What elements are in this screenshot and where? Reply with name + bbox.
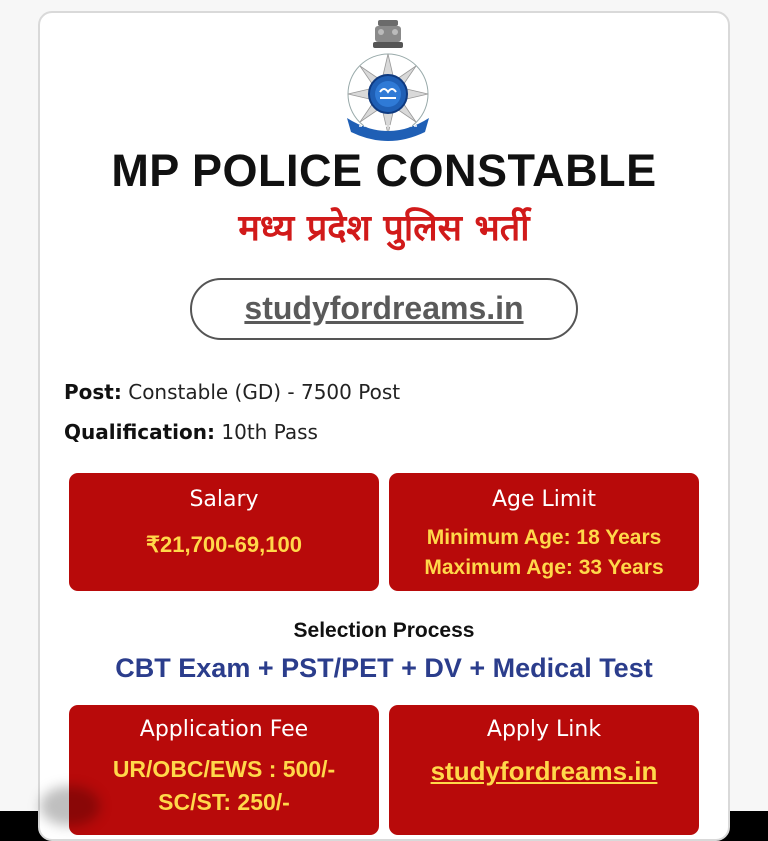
apply-link-heading: Apply Link — [486, 717, 602, 742]
qualification-value: 10th Pass — [221, 420, 318, 444]
post-label: Post: — [64, 380, 122, 404]
apply-link-box — [389, 705, 699, 835]
page-title: MP POLICE CONSTABLE — [111, 145, 657, 196]
selection-process-value: CBT Exam + PST/PET + DV + Medical Test — [115, 653, 653, 683]
salary-value: ₹21,700-69,100 — [146, 532, 302, 557]
fee-reserved: SC/ST: 250/- — [158, 789, 290, 815]
minimum-age: Minimum Age: 18 Years — [426, 526, 662, 549]
mp-police-emblem-icon — [337, 18, 439, 142]
salary-box — [69, 473, 379, 591]
application-fee-box — [69, 705, 379, 835]
age-limit-heading: Age Limit — [491, 487, 597, 512]
hindi-subtitle: मध्य प्रदेश पुलिस भर्ती — [238, 208, 530, 249]
fee-general: UR/OBC/EWS : 500/- — [112, 756, 336, 782]
post-line — [64, 380, 400, 404]
salary-heading: Salary — [189, 487, 259, 512]
maximum-age: Maximum Age: 33 Years — [424, 556, 664, 579]
website-link[interactable]: studyfordreams.in — [190, 278, 578, 340]
selection-process-heading: Selection Process — [293, 619, 475, 642]
post-value: Constable (GD) - 7500 Post — [128, 380, 401, 404]
corner-shadow — [40, 786, 100, 826]
qualification-label: Qualification: — [64, 420, 216, 444]
application-fee-heading: Application Fee — [139, 717, 309, 742]
age-limit-box — [389, 473, 699, 591]
apply-link[interactable]: studyfordreams.in — [430, 756, 658, 786]
qualification-line — [64, 420, 318, 444]
